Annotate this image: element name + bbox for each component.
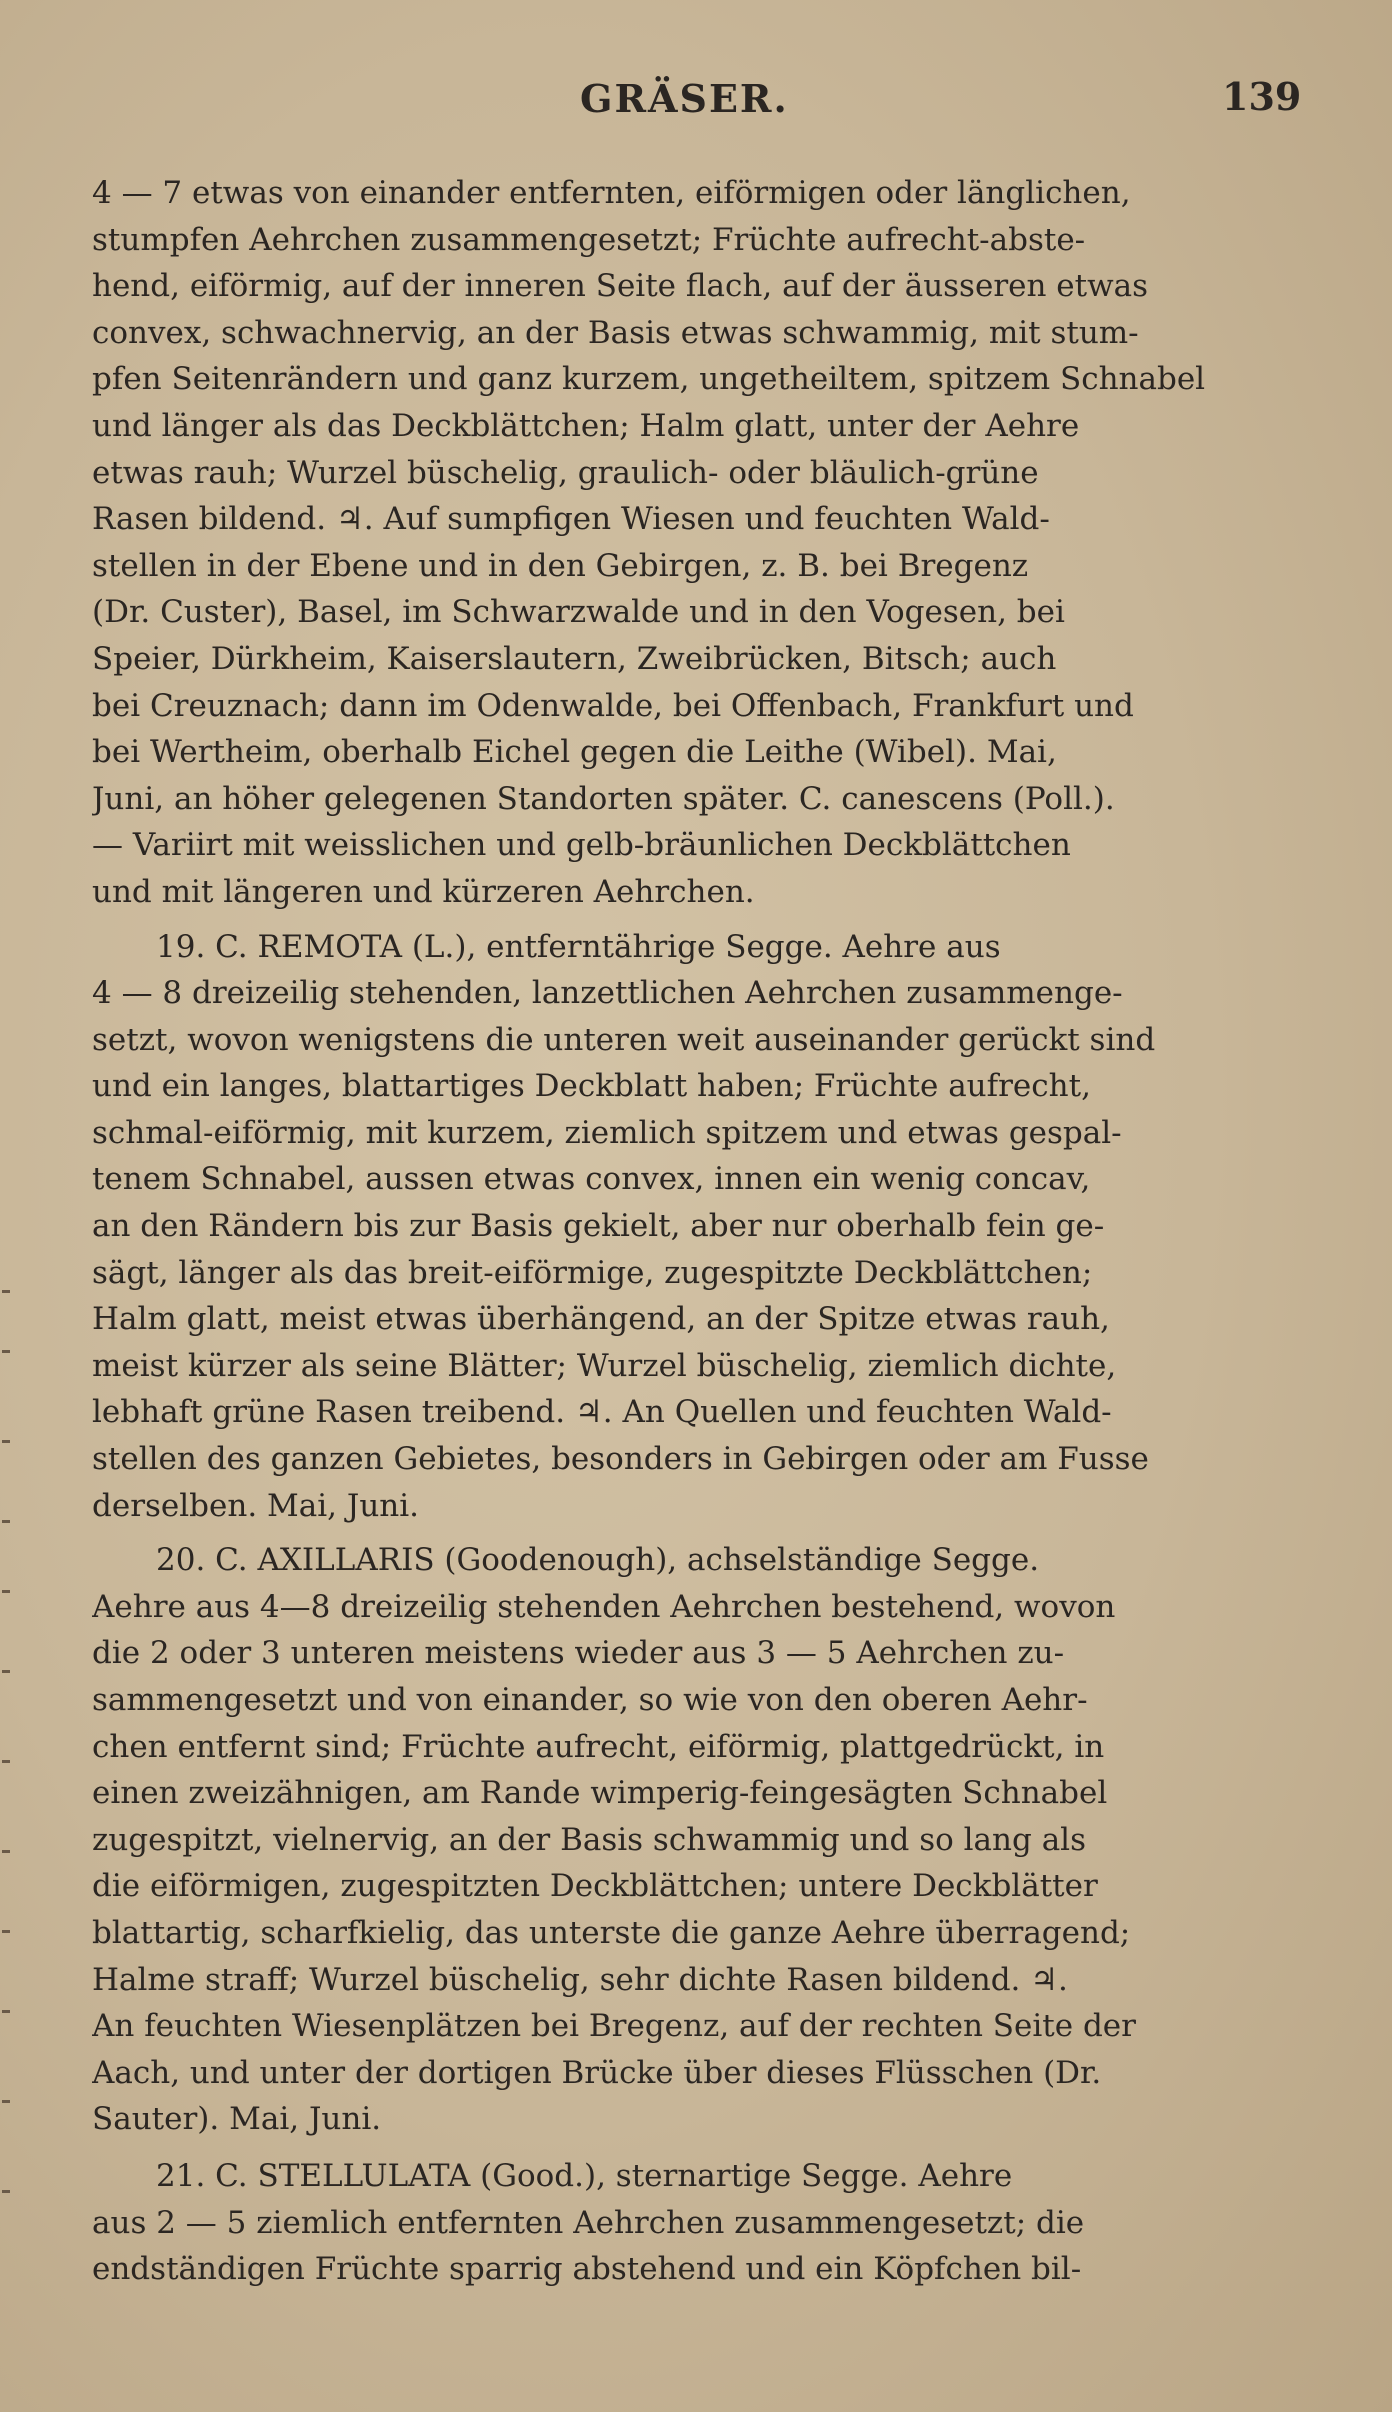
text-line: hend, eiförmig, auf der inneren Seite flach, auf der äusseren etwas	[92, 268, 1149, 305]
text-line: chen entfernt sind; Früchte aufrecht, eiförmig, plattgedrückt, in	[92, 1728, 1105, 1765]
text-line: Aach, und unter der dortigen Brücke über dieses Flüsschen (Dr.	[92, 2054, 1102, 2091]
text-line: meist kürzer als seine Blätter; Wurzel büschelig, ziemlich dichte,	[92, 1347, 1117, 1384]
text-line: lebhaft grüne Rasen treibend. ♃. An Quellen und feuchten Wald-	[92, 1394, 1112, 1431]
text-line: blattartig, scharfkielig, das unterste die ganze Aehre überragend;	[92, 1914, 1131, 1951]
text-line: 4 — 8 dreizeilig stehenden, lanzettlichen Aehrchen zusammenge-	[92, 975, 1123, 1012]
text-line: Halm glatt, meist etwas überhängend, an der Spitze etwas rauh,	[92, 1301, 1110, 1338]
text-line: an den Rändern bis zur Basis gekielt, aber nur oberhalb fein ge-	[92, 1208, 1105, 1245]
text-line: Halme straff; Wurzel büschelig, sehr dichte Rasen bildend. ♃.	[92, 1961, 1068, 1998]
text-line: die 2 oder 3 unteren meistens wieder aus 3 — 5 Aehrchen zu-	[92, 1635, 1065, 1672]
text-line: 19. C. REMOTA (L.), entferntährige Segge. Aehre aus	[156, 928, 1001, 965]
page-header	[0, 72, 1392, 132]
text-line: Juni, an höher gelegenen Standorten später. C. canescens (Poll.).	[92, 780, 1115, 817]
paragraph-carex-canescens-continued	[92, 170, 1312, 916]
text-line: stellen des ganzen Gebietes, besonders in Gebirgen oder am Fusse	[92, 1441, 1149, 1478]
text-line: derselben. Mai, Juni.	[92, 1487, 420, 1524]
text-line: die eiförmigen, zugespitzten Deckblättchen; untere Deckblätter	[92, 1868, 1098, 1905]
text-line: und länger als das Deckblättchen; Halm glatt, unter der Aehre	[92, 407, 1080, 444]
text-line: setzt, wovon wenigstens die unteren weit auseinander gerückt sind	[92, 1021, 1156, 1058]
text-line: endständigen Früchte sparrig abstehend und ein Köpfchen bil-	[92, 2251, 1082, 2288]
text-line: 21. C. STELLULATA (Good.), sternartige Segge. Aehre	[156, 2157, 1013, 2194]
page-number: 139	[1222, 74, 1302, 119]
text-line: An feuchten Wiesenplätzen bei Bregenz, auf der rechten Seite der	[92, 2008, 1136, 2045]
text-line: und ein langes, blattartiges Deckblatt haben; Früchte aufrecht,	[92, 1068, 1091, 1105]
text-line: und mit längeren und kürzeren Aehrchen.	[92, 873, 755, 910]
body-text	[92, 170, 1312, 2293]
text-line: pfen Seitenrändern und ganz kurzem, ungetheiltem, spitzem Schnabel	[92, 361, 1206, 398]
running-head: GRÄSER.	[580, 76, 789, 121]
text-line: sammengesetzt und von einander, so wie von den oberen Aehr-	[92, 1682, 1088, 1718]
text-line: sägt, länger als das breit-eiförmige, zugespitzte Deckblättchen;	[92, 1254, 1093, 1291]
paragraph-carex-stellulata	[92, 2153, 1312, 2293]
text-line: einen zweizähnigen, am Rande wimperig-feingesägten Schnabel	[92, 1775, 1108, 1812]
text-line: 4 — 7 etwas von einander entfernten, eiförmigen oder länglichen,	[92, 175, 1131, 211]
text-line: 20. C. AXILLARIS (Goodenough), achselständige Segge.	[156, 1542, 1040, 1579]
paragraph-carex-axillaris	[92, 1537, 1312, 2143]
text-line: zugespitzt, vielnervig, an der Basis schwammig und so lang als	[92, 1821, 1086, 1858]
text-line: tenem Schnabel, aussen etwas convex, innen ein wenig concav,	[92, 1161, 1091, 1198]
text-line: etwas rauh; Wurzel büschelig, graulich- oder bläulich-grüne	[92, 454, 1039, 491]
text-line: — Variirt mit weisslichen und gelb-bräunlichen Deckblättchen	[92, 827, 1071, 864]
text-line: bei Wertheim, oberhalb Eichel gegen die Leithe (Wibel). Mai,	[92, 734, 1057, 771]
text-line: (Dr. Custer), Basel, im Schwarzwalde und in den Vogesen, bei	[92, 594, 1065, 631]
paragraph-carex-remota	[92, 924, 1312, 1530]
text-line: bei Creuznach; dann im Odenwalde, bei Offenbach, Frankfurt und	[92, 687, 1134, 724]
text-line: stellen in der Ebene und in den Gebirgen, z. B. bei Bregenz	[92, 547, 1029, 584]
text-line: Rasen bildend. ♃. Auf sumpfigen Wiesen und feuchten Wald-	[92, 501, 1050, 538]
text-line: convex, schwachnervig, an der Basis etwas schwammig, mit stum-	[92, 314, 1139, 351]
binding-edge-marks	[0, 1290, 14, 2290]
text-line: stumpfen Aehrchen zusammengesetzt; Früchte aufrecht-abste-	[92, 221, 1086, 258]
text-line: schmal-eiförmig, mit kurzem, ziemlich spitzem und etwas gespal-	[92, 1114, 1122, 1151]
text-line: Aehre aus 4—8 dreizeilig stehenden Aehrchen bestehend, wovon	[92, 1588, 1116, 1625]
text-line: Sauter). Mai, Juni.	[92, 2101, 382, 2138]
text-line: aus 2 — 5 ziemlich entfernten Aehrchen zusammengesetzt; die	[92, 2204, 1085, 2241]
text-line: Speier, Dürkheim, Kaiserslautern, Zweibrücken, Bitsch; auch	[92, 640, 1057, 677]
